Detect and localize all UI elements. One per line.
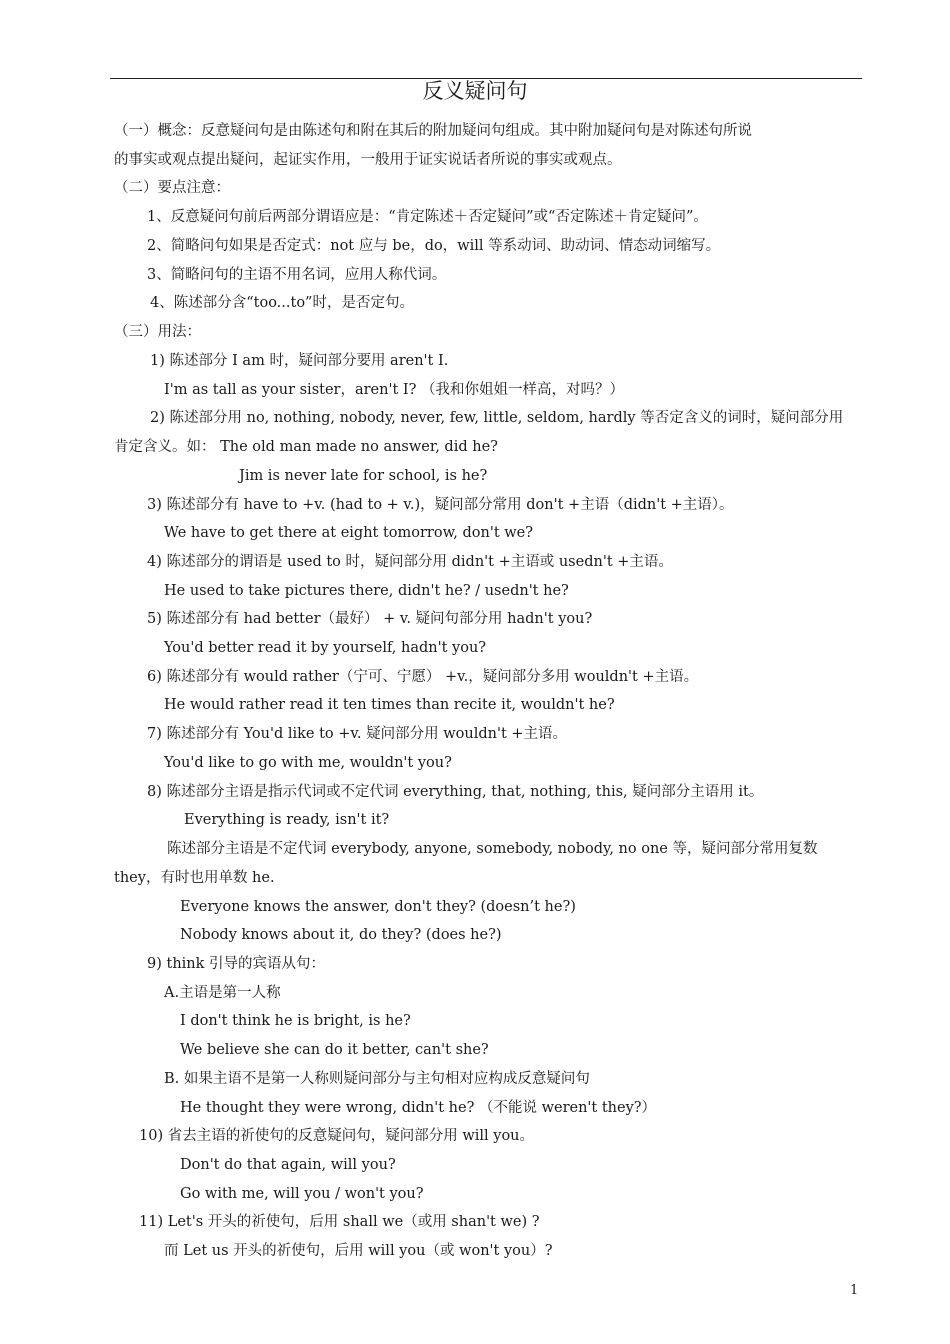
example-9b: He thought they were wrong, didn't he? （不能说 weren't they?） [180,1100,657,1116]
concept-line-2: 的事实或观点提出疑问，起证实作用，一般用于证实说话者所说的事实或观点。 [114,152,622,168]
usage-7: 7) 陈述部分有 You'd like to +v. 疑问部分用 wouldn't +主语。 [147,726,568,742]
concept-line-1: （一）概念：反意疑问句是由陈述句和附在其后的附加疑问句组成。其中附加疑问句是对陈述句所说 [114,123,752,139]
usage-8b: 陈述部分主语是不定代词 everybody, anyone, somebody, nobody, no one 等，疑问部分常用复数 [167,841,818,857]
usage-9-a: A.主语是第一人称 [164,985,281,1001]
example-10-1: Don't do that again, will you? [180,1157,396,1173]
usage-2: 2) 陈述部分用 no, nothing, nobody, never, few, little, seldom, hardly 等否定含义的词时，疑问部分用 [150,410,844,426]
example-4: He used to take pictures there, didn't he? / usedn't he? [164,583,569,599]
usage-3: 3) 陈述部分有 have to +v. (had to + v.)，疑问部分常用 don't +主语（didn't +主语）。 [147,497,734,513]
example-1: I'm as tall as your sister，aren't I? （我和你姐姐一样高，对吗？） [164,382,625,398]
usage-6: 6) 陈述部分有 would rather（宁可、宁愿） +v.，疑问部分多用 wouldn't +主语。 [147,669,699,685]
example-8b-1: Everyone knows the answer, don't they? (doesn’t he?) [180,899,576,915]
usage-8b-cont: they，有时也用单数 he. [114,870,275,886]
usage-9-b: B. 如果主语不是第一人称则疑问部分与主句相对应构成反意疑问句 [164,1071,590,1087]
usage-2-cont: 肯定含义。如： The old man made no answer, did he? [114,439,498,455]
example-2: Jim is never late for school, is he? [239,468,488,484]
usage-1: 1) 陈述部分 I am 时，疑问部分要用 aren't I. [150,353,449,369]
usage-4: 4) 陈述部分的谓语是 used to 时，疑问部分用 didn't +主语或 usedn't +主语。 [147,554,673,570]
point-2: 2、简略问句如果是否定式：not 应与 be，do，will 等系动词、助动词、情态动词缩写。 [147,238,721,254]
point-3: 3、简略问句的主语不用名词，应用人称代词。 [147,267,447,283]
example-9a-2: We believe she can do it better, can't she? [180,1042,489,1058]
example-7: You'd like to go with me, wouldn't you? [164,755,452,771]
usage-11: 11) Let's 开头的祈使句，后用 shall we（或用 shan't we) ? [139,1214,540,1230]
point-1: 1、反意疑问句前后两部分谓语应是：“肯定陈述＋否定疑问”或“否定陈述＋肯定疑问”。 [147,209,708,225]
section-heading-points: （二）要点注意： [114,180,230,196]
example-5: You'd better read it by yourself, hadn't you? [164,640,487,656]
page-title: 反义疑问句 [422,79,528,103]
example-8: Everything is ready, isn't it? [184,812,390,828]
usage-11-b: 而 Let us 开头的祈使句，后用 will you（或 won't you）? [164,1243,553,1259]
usage-10: 10) 省去主语的祈使句的反意疑问句，疑问部分用 will you。 [139,1128,535,1144]
example-10-2: Go with me, will you / won't you? [180,1186,424,1202]
page-number: 1 [850,1283,859,1298]
example-8b-2: Nobody knows about it, do they? (does he?) [180,927,502,943]
usage-5: 5) 陈述部分有 had better（最好） + v. 疑问句部分用 hadn't you? [147,611,593,627]
usage-8: 8) 陈述部分主语是指示代词或不定代词 everything, that, nothing, this, 疑问部分主语用 it。 [147,784,764,800]
point-4: 4、陈述部分含“too...to”时，是否定句。 [150,295,414,311]
example-3: We have to get there at eight tomorrow, don't we? [164,525,534,541]
example-6: He would rather read it ten times than recite it, wouldn't he? [164,697,615,713]
usage-9: 9) think 引导的宾语从句： [147,956,326,972]
section-heading-usage: （三）用法： [114,324,201,340]
example-9a-1: I don't think he is bright, is he? [180,1013,411,1029]
